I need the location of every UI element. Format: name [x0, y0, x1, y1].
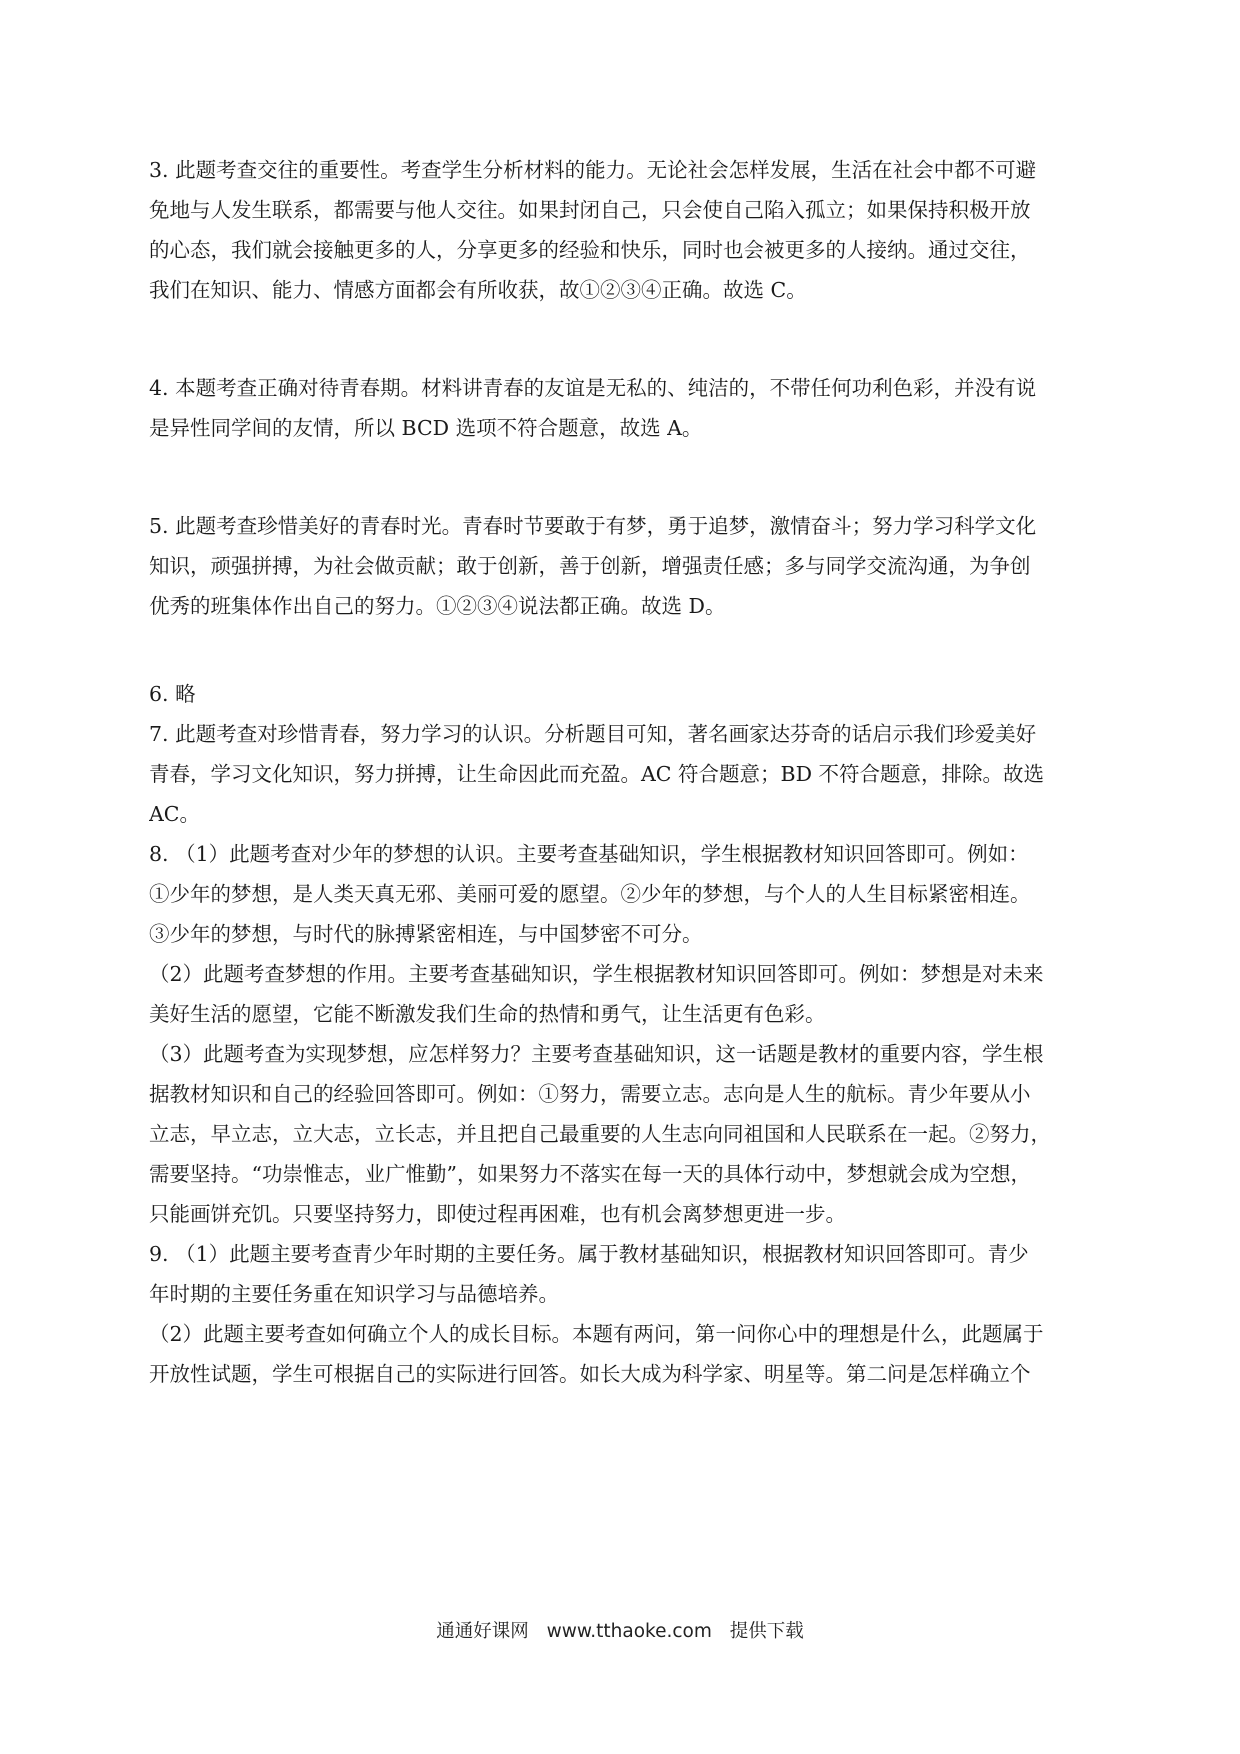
text-line: 只能画饼充饥。只要坚持努力，即使过程再困难，也有机会离梦想更进一步。	[149, 1202, 846, 1226]
footer-note: 提供下载	[729, 1621, 804, 1642]
footer-site-name: 通通好课网	[436, 1621, 529, 1642]
page-footer	[0, 1617, 1240, 1643]
text-line: 年时期的主要任务重在知识学习与品德培养。	[149, 1282, 559, 1306]
answer-3	[149, 150, 1099, 310]
text-line: 的心态，我们就会接触更多的人，分享更多的经验和快乐，同时也会被更多的人接纳。通过交往，	[149, 238, 1031, 262]
text-line: ①少年的梦想，是人类天真无邪、美丽可爱的愿望。②少年的梦想，与个人的人生目标紧密相连。	[149, 882, 1031, 906]
paragraph-gap	[149, 448, 1099, 506]
answer-8	[149, 834, 1099, 1234]
answer-9	[149, 1234, 1099, 1394]
text-line: 3. 此题考查交往的重要性。考查学生分析材料的能力。无论社会怎样发展，生活在社会中都不可避	[149, 158, 1037, 182]
answer-4	[149, 368, 1099, 448]
text-line: 8. （1）此题考查对少年的梦想的认识。主要考查基础知识，学生根据教材知识回答即可。例如：	[149, 842, 1029, 866]
text-line: （3）此题考查为实现梦想，应怎样努力？主要考查基础知识，这一话题是教材的重要内容，学生根	[149, 1042, 1044, 1066]
answer-5	[149, 506, 1099, 626]
text-line: 7. 此题考查对珍惜青春，努力学习的认识。分析题目可知，著名画家达芬奇的话启示我们珍爱美好	[149, 722, 1037, 746]
answer-7	[149, 714, 1099, 834]
text-line: （2）此题考查梦想的作用。主要考查基础知识，学生根据教材知识回答即可。例如：梦想是对未来	[149, 962, 1044, 986]
text-line: 我们在知识、能力、情感方面都会有所收获，故①②③④正确。故选 C。	[149, 278, 807, 302]
footer-url[interactable]: www.tthaoke.com	[546, 1621, 712, 1642]
text-line: 9. （1）此题主要考查青少年时期的主要任务。属于教材基础知识，根据教材知识回答即可。青少	[149, 1242, 1029, 1266]
text-line: 立志，早立志，立大志，立长志，并且把自己最重要的人生志向同祖国和人民联系在一起。②努力，	[149, 1122, 1051, 1146]
text-line: 知识，顽强拼搏，为社会做贡献；敢于创新，善于创新，增强责任感；多与同学交流沟通，为争创	[149, 554, 1031, 578]
text-line: 是异性同学间的友情，所以 BCD 选项不符合题意，故选 A。	[149, 416, 703, 440]
paragraph-gap	[149, 310, 1099, 368]
text-line: 6. 略	[149, 682, 196, 706]
answer-6	[149, 674, 1099, 714]
text-line: 据教材知识和自己的经验回答即可。例如：①努力，需要立志。志向是人生的航标。青少年要从小	[149, 1082, 1031, 1106]
text-line: 美好生活的愿望，它能不断激发我们生命的热情和勇气，让生活更有色彩。	[149, 1002, 826, 1026]
text-line: ③少年的梦想，与时代的脉搏紧密相连，与中国梦密不可分。	[149, 922, 703, 946]
answer-explanations	[149, 150, 1099, 1394]
text-line: 优秀的班集体作出自己的努力。①②③④说法都正确。故选 D。	[149, 594, 726, 618]
text-line: 需要坚持。“功崇惟志，业广惟勤”，如果努力不落实在每一天的具体行动中，梦想就会成为空想，	[149, 1162, 1031, 1186]
text-line: 4. 本题考查正确对待青春期。材料讲青春的友谊是无私的、纯洁的，不带任何功利色彩，并没有说	[149, 376, 1037, 400]
paragraph-gap	[149, 626, 1099, 674]
text-line: 5. 此题考查珍惜美好的青春时光。青春时节要敢于有梦，勇于追梦，激情奋斗；努力学习科学文化	[149, 514, 1037, 538]
text-line: 免地与人发生联系，都需要与他人交往。如果封闭自己，只会使自己陷入孤立；如果保持积极开放	[149, 198, 1031, 222]
text-line: 青春，学习文化知识，努力拼搏，让生命因此而充盈。AC 符合题意；BD 不符合题意，排除。故选	[149, 762, 1045, 786]
text-line: AC。	[149, 802, 200, 826]
text-line: 开放性试题，学生可根据自己的实际进行回答。如长大成为科学家、明星等。第二问是怎样确立个	[149, 1362, 1031, 1386]
text-line: （2）此题主要考查如何确立个人的成长目标。本题有两问，第一问你心中的理想是什么，此题属于	[149, 1322, 1044, 1346]
